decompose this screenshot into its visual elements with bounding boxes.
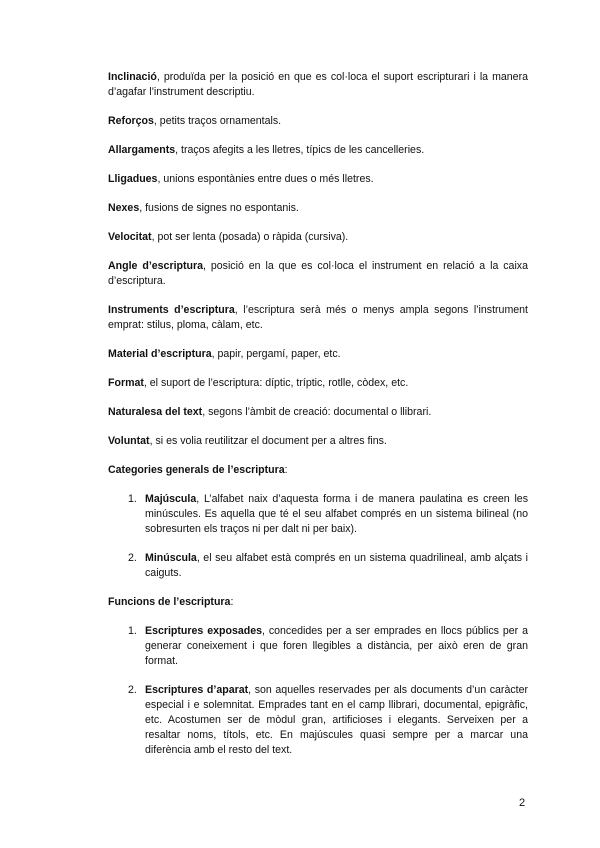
- definition-text: , l’escriptura serà més o menys ampla segons l’instrument emprat: stilus, ploma, càlam, etc.: [108, 304, 528, 331]
- definition-reforcos: [108, 114, 528, 129]
- definition-velocitat: [108, 230, 528, 245]
- list-number: 1.: [128, 493, 137, 505]
- functions-list: [108, 624, 528, 758]
- term: Voluntat: [108, 435, 150, 447]
- term: Lligadues: [108, 173, 158, 185]
- definition-format: [108, 376, 528, 391]
- list-item: [108, 492, 528, 537]
- term: Reforços: [108, 115, 154, 127]
- list-item: [108, 551, 528, 581]
- list-item: [108, 683, 528, 758]
- term: Escriptures d’aparat: [145, 684, 249, 696]
- item-text: , concedides per a ser emprades en llocs públics per a generar coneixement i que foren llegibles a distància, per això eren de gran format.: [145, 625, 528, 667]
- definition-inclinacio: [108, 70, 528, 100]
- term: Angle d’escriptura: [108, 260, 203, 272]
- list-number: 2.: [128, 684, 137, 696]
- section-heading: Funcions de l’escriptura: [108, 596, 231, 608]
- document-page: [108, 70, 528, 772]
- definition-voluntat: [108, 434, 528, 449]
- section-heading: Categories generals de l’escriptura: [108, 464, 285, 476]
- term: Material d’escriptura: [108, 348, 212, 360]
- item-text: , L’alfabet naix d’aquesta forma i de manera paulatina es creen les minúscules. Es aquella que té el seu alfabet comprés en un sistema bilineal (no sobresurten els traços ni per dalt ni per baix).: [145, 493, 528, 535]
- term: Inclinació: [108, 71, 157, 83]
- definition-lligadues: [108, 172, 528, 187]
- list-item: [108, 624, 528, 669]
- definition-text: , produïda per la posició en que es col·loca el suport escripturari i la manera d’agafar l’instrument descriptiu.: [108, 71, 528, 98]
- definition-angle: [108, 259, 528, 289]
- definition-allargaments: [108, 143, 528, 158]
- term: Instruments d’escriptura: [108, 304, 235, 316]
- term: Allargaments: [108, 144, 176, 156]
- list-number: 2.: [128, 552, 137, 564]
- definition-text: , petits traços ornamentals.: [153, 115, 282, 127]
- term: Format: [108, 377, 144, 389]
- categories-heading: [108, 463, 528, 478]
- definition-text: , fusions de signes no espontanis.: [139, 202, 299, 214]
- definition-text: , posició en la que es col·loca el instrument en relació a la caixa d’escriptura.: [108, 260, 528, 287]
- definition-text: , pot ser lenta (posada) o ràpida (cursiva).: [151, 231, 349, 243]
- term: Nexes: [108, 202, 140, 214]
- definition-text: , traços afegits a les lletres, típics de les cancelleries.: [175, 144, 425, 156]
- term: Escriptures exposades: [145, 625, 262, 637]
- definition-instruments: [108, 303, 528, 333]
- page-number: 2: [519, 797, 526, 809]
- term: Velocitat: [108, 231, 152, 243]
- term: Naturalesa del text: [108, 406, 203, 418]
- definition-text: , el suport de l’escriptura: díptic, tríptic, rotlle, còdex, etc.: [143, 377, 409, 389]
- definition-text: , papir, pergamí, paper, etc.: [211, 348, 341, 360]
- term: Minúscula: [145, 552, 197, 564]
- item-text: , el seu alfabet està comprés en un sistema quadrilineal, amb alçats i caiguts.: [145, 552, 528, 579]
- item-text: , son aquelles reservades per als documents d’un caràcter especial i e solemnitat. Emprades tant en el camp llibrari, documental, epigràfic, etc. Acostumen ser de mòdul gran, artificioses i elegants. Serveixen per a resaltar noms, títols, etc. En majúscules quasi sempre per a marcar una diferència amb el resto del text.: [145, 684, 528, 756]
- list-number: 1.: [128, 625, 137, 637]
- definition-text: , segons l’àmbit de creació: documental o llibrari.: [202, 406, 432, 418]
- functions-heading: [108, 595, 528, 610]
- definition-text: , unions espontànies entre dues o més lletres.: [157, 173, 374, 185]
- heading-colon: :: [284, 464, 288, 476]
- definition-naturalesa: [108, 405, 528, 420]
- term: Majúscula: [145, 493, 197, 505]
- heading-colon: :: [230, 596, 234, 608]
- categories-list: [108, 492, 528, 581]
- definition-material: [108, 347, 528, 362]
- definition-text: , si es volia reutilitzar el document per a altres fins.: [149, 435, 387, 447]
- definition-nexes: [108, 201, 528, 216]
